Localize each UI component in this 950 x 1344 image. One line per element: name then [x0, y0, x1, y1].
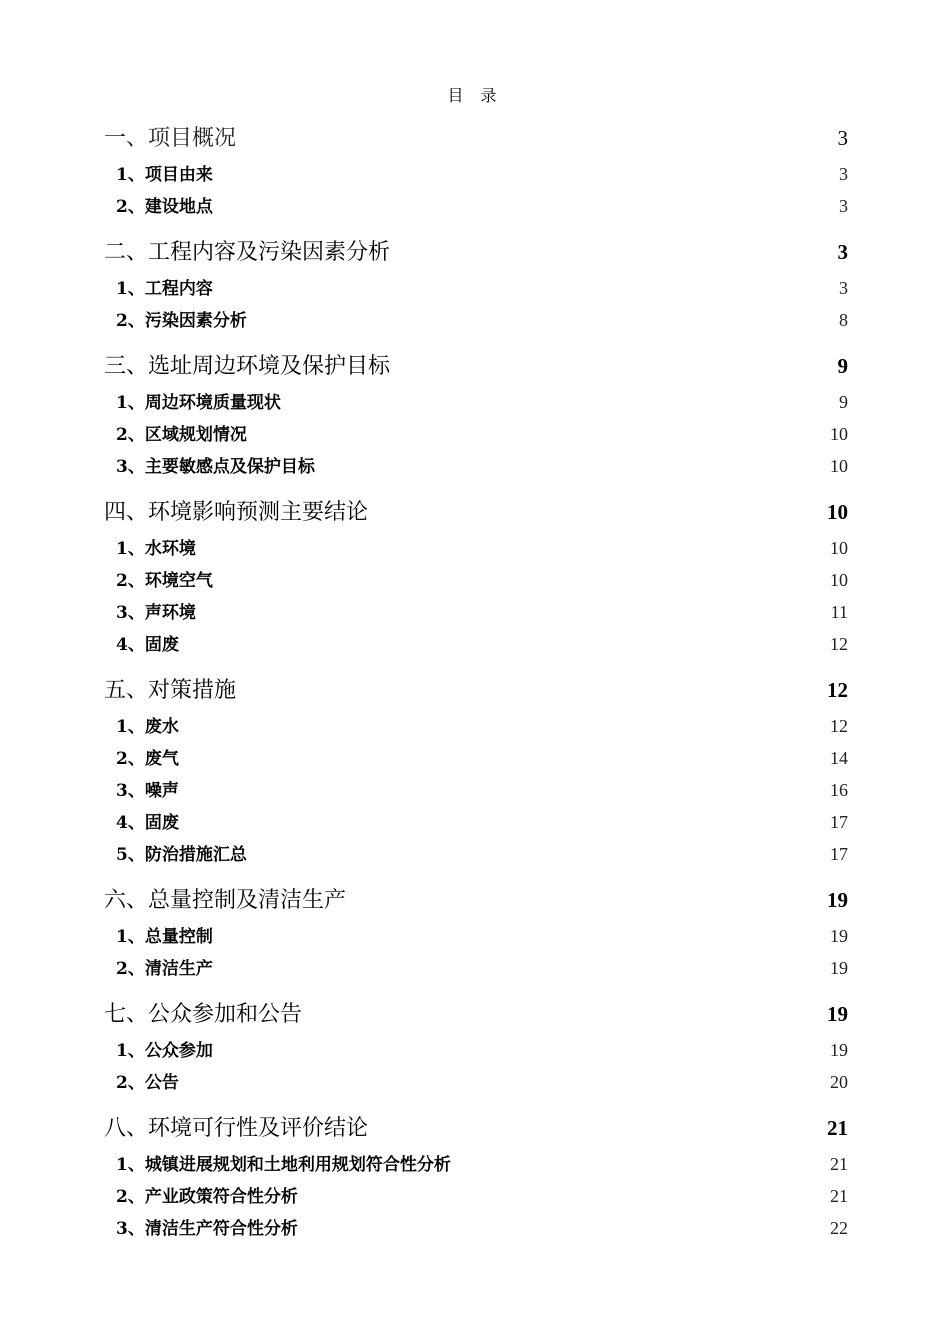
toc-title: 目 录 — [447, 86, 503, 105]
toc-subentry-label: 3、主要敏感点及保护目标 — [116, 457, 315, 477]
toc-subentry-page-number: 3 — [839, 196, 848, 216]
toc-heading-page-number: 3 — [837, 126, 848, 150]
toc-subentry[interactable] — [104, 190, 848, 222]
toc-subentry-label: 2、区域规划情况 — [116, 425, 247, 445]
toc-heading-entry[interactable] — [104, 346, 848, 386]
toc-subentry-page-number: 11 — [830, 602, 848, 622]
toc-subentry[interactable] — [104, 806, 848, 838]
toc-subentry-page-number: 19 — [830, 958, 848, 978]
toc-subentry-page-number: 10 — [830, 424, 848, 444]
toc-subentry-label: 2、公告 — [116, 1073, 179, 1093]
toc-subentry-page-number: 9 — [839, 392, 848, 412]
toc-subentry[interactable] — [104, 1148, 848, 1180]
toc-heading-page-number: 19 — [827, 888, 848, 912]
toc-subentry[interactable] — [104, 774, 848, 806]
toc-subentry[interactable] — [104, 532, 848, 564]
toc-subentry[interactable] — [104, 1066, 848, 1098]
toc-subentry-label: 2、污染因素分析 — [116, 311, 247, 331]
toc-subentry[interactable] — [104, 628, 848, 660]
toc-subentry-label: 1、项目由来 — [116, 165, 213, 185]
toc-section — [104, 232, 848, 336]
toc-subentry-page-number: 16 — [830, 780, 848, 800]
toc-heading-page-number: 10 — [827, 500, 848, 524]
toc-heading-page-number: 21 — [827, 1116, 848, 1140]
toc-subentry[interactable] — [104, 596, 848, 628]
toc-subentry-page-number: 3 — [839, 278, 848, 298]
toc-section — [104, 1108, 848, 1244]
toc-heading-entry[interactable] — [104, 492, 848, 532]
toc-subentry[interactable] — [104, 564, 848, 596]
toc-subentry[interactable] — [104, 386, 848, 418]
toc-heading-label: 八、环境可行性及评价结论 — [104, 1116, 369, 1141]
toc-section — [104, 492, 848, 660]
toc-subentry-label: 1、废水 — [116, 717, 179, 737]
toc-subentry-label: 3、声环境 — [116, 603, 196, 623]
toc-heading-label: 一、项目概况 — [104, 126, 237, 151]
toc-heading-page-number: 3 — [837, 240, 848, 264]
toc-subentry-label: 2、清洁生产 — [116, 959, 213, 979]
toc-section — [104, 994, 848, 1098]
toc-subentry-label: 1、总量控制 — [116, 927, 213, 947]
toc-heading-entry[interactable] — [104, 232, 848, 272]
toc-subentry-page-number: 19 — [830, 1040, 848, 1060]
toc-subentry-label: 1、周边环境质量现状 — [116, 393, 281, 413]
toc-heading-entry[interactable] — [104, 994, 848, 1034]
toc-heading-label: 六、总量控制及清洁生产 — [104, 888, 347, 913]
toc-subentry-label: 4、固废 — [116, 813, 179, 833]
table-of-contents — [104, 118, 848, 1244]
toc-subentry-page-number: 14 — [830, 748, 848, 768]
toc-section — [104, 118, 848, 222]
toc-heading-entry[interactable] — [104, 670, 848, 710]
toc-heading-entry[interactable] — [104, 118, 848, 158]
toc-subentry[interactable] — [104, 1180, 848, 1212]
toc-subentry-label: 1、水环境 — [116, 539, 196, 559]
toc-subentry-label: 1、公众参加 — [116, 1041, 213, 1061]
toc-subentry-label: 2、环境空气 — [116, 571, 213, 591]
toc-subentry[interactable] — [104, 272, 848, 304]
toc-subentry-label: 1、城镇进展规划和土地利用规划符合性分析 — [116, 1155, 451, 1175]
toc-subentry[interactable] — [104, 742, 848, 774]
toc-subentry[interactable] — [104, 1034, 848, 1066]
toc-subentry-label: 5、防治措施汇总 — [116, 845, 247, 865]
toc-heading-page-number: 12 — [827, 678, 848, 702]
toc-subentry-label: 2、建设地点 — [116, 197, 213, 217]
toc-subentry-page-number: 22 — [830, 1218, 848, 1238]
toc-subentry-page-number: 21 — [830, 1186, 848, 1206]
toc-heading-page-number: 9 — [837, 354, 848, 378]
toc-heading-label: 五、对策措施 — [104, 678, 237, 703]
toc-subentry[interactable] — [104, 304, 848, 336]
toc-subentry-page-number: 12 — [830, 716, 848, 736]
toc-heading-label: 三、选址周边环境及保护目标 — [104, 354, 391, 379]
toc-subentry-label: 2、废气 — [116, 749, 179, 769]
toc-heading-label: 二、工程内容及污染因素分析 — [104, 240, 391, 265]
toc-subentry-page-number: 3 — [839, 164, 848, 184]
toc-subentry-page-number: 10 — [830, 538, 848, 558]
toc-subentry-page-number: 17 — [830, 812, 848, 832]
toc-subentry-page-number: 20 — [830, 1072, 848, 1092]
toc-section — [104, 670, 848, 870]
toc-subentry[interactable] — [104, 1212, 848, 1244]
toc-subentry[interactable] — [104, 158, 848, 190]
toc-subentry-page-number: 10 — [830, 456, 848, 476]
toc-subentry[interactable] — [104, 418, 848, 450]
toc-heading-page-number: 19 — [827, 1002, 848, 1026]
toc-subentry-page-number: 8 — [839, 310, 848, 330]
toc-subentry[interactable] — [104, 920, 848, 952]
toc-subentry[interactable] — [104, 710, 848, 742]
toc-subentry-label: 2、产业政策符合性分析 — [116, 1187, 298, 1207]
toc-subentry[interactable] — [104, 450, 848, 482]
toc-heading-entry[interactable] — [104, 880, 848, 920]
toc-subentry-page-number: 21 — [830, 1154, 848, 1174]
toc-subentry-label: 4、固废 — [116, 635, 179, 655]
toc-subentry-label: 1、工程内容 — [116, 279, 213, 299]
toc-section — [104, 346, 848, 482]
toc-subentry-page-number: 12 — [830, 634, 848, 654]
toc-subentry-page-number: 17 — [830, 844, 848, 864]
toc-heading-label: 四、环境影响预测主要结论 — [104, 500, 369, 525]
toc-subentry-label: 3、清洁生产符合性分析 — [116, 1219, 298, 1239]
toc-subentry[interactable] — [104, 838, 848, 870]
toc-section — [104, 880, 848, 984]
toc-subentry-page-number: 10 — [830, 570, 848, 590]
toc-subentry[interactable] — [104, 952, 848, 984]
toc-heading-label: 七、公众参加和公告 — [104, 1002, 303, 1027]
toc-subentry-label: 3、噪声 — [116, 781, 179, 801]
toc-heading-entry[interactable] — [104, 1108, 848, 1148]
toc-subentry-page-number: 19 — [830, 926, 848, 946]
